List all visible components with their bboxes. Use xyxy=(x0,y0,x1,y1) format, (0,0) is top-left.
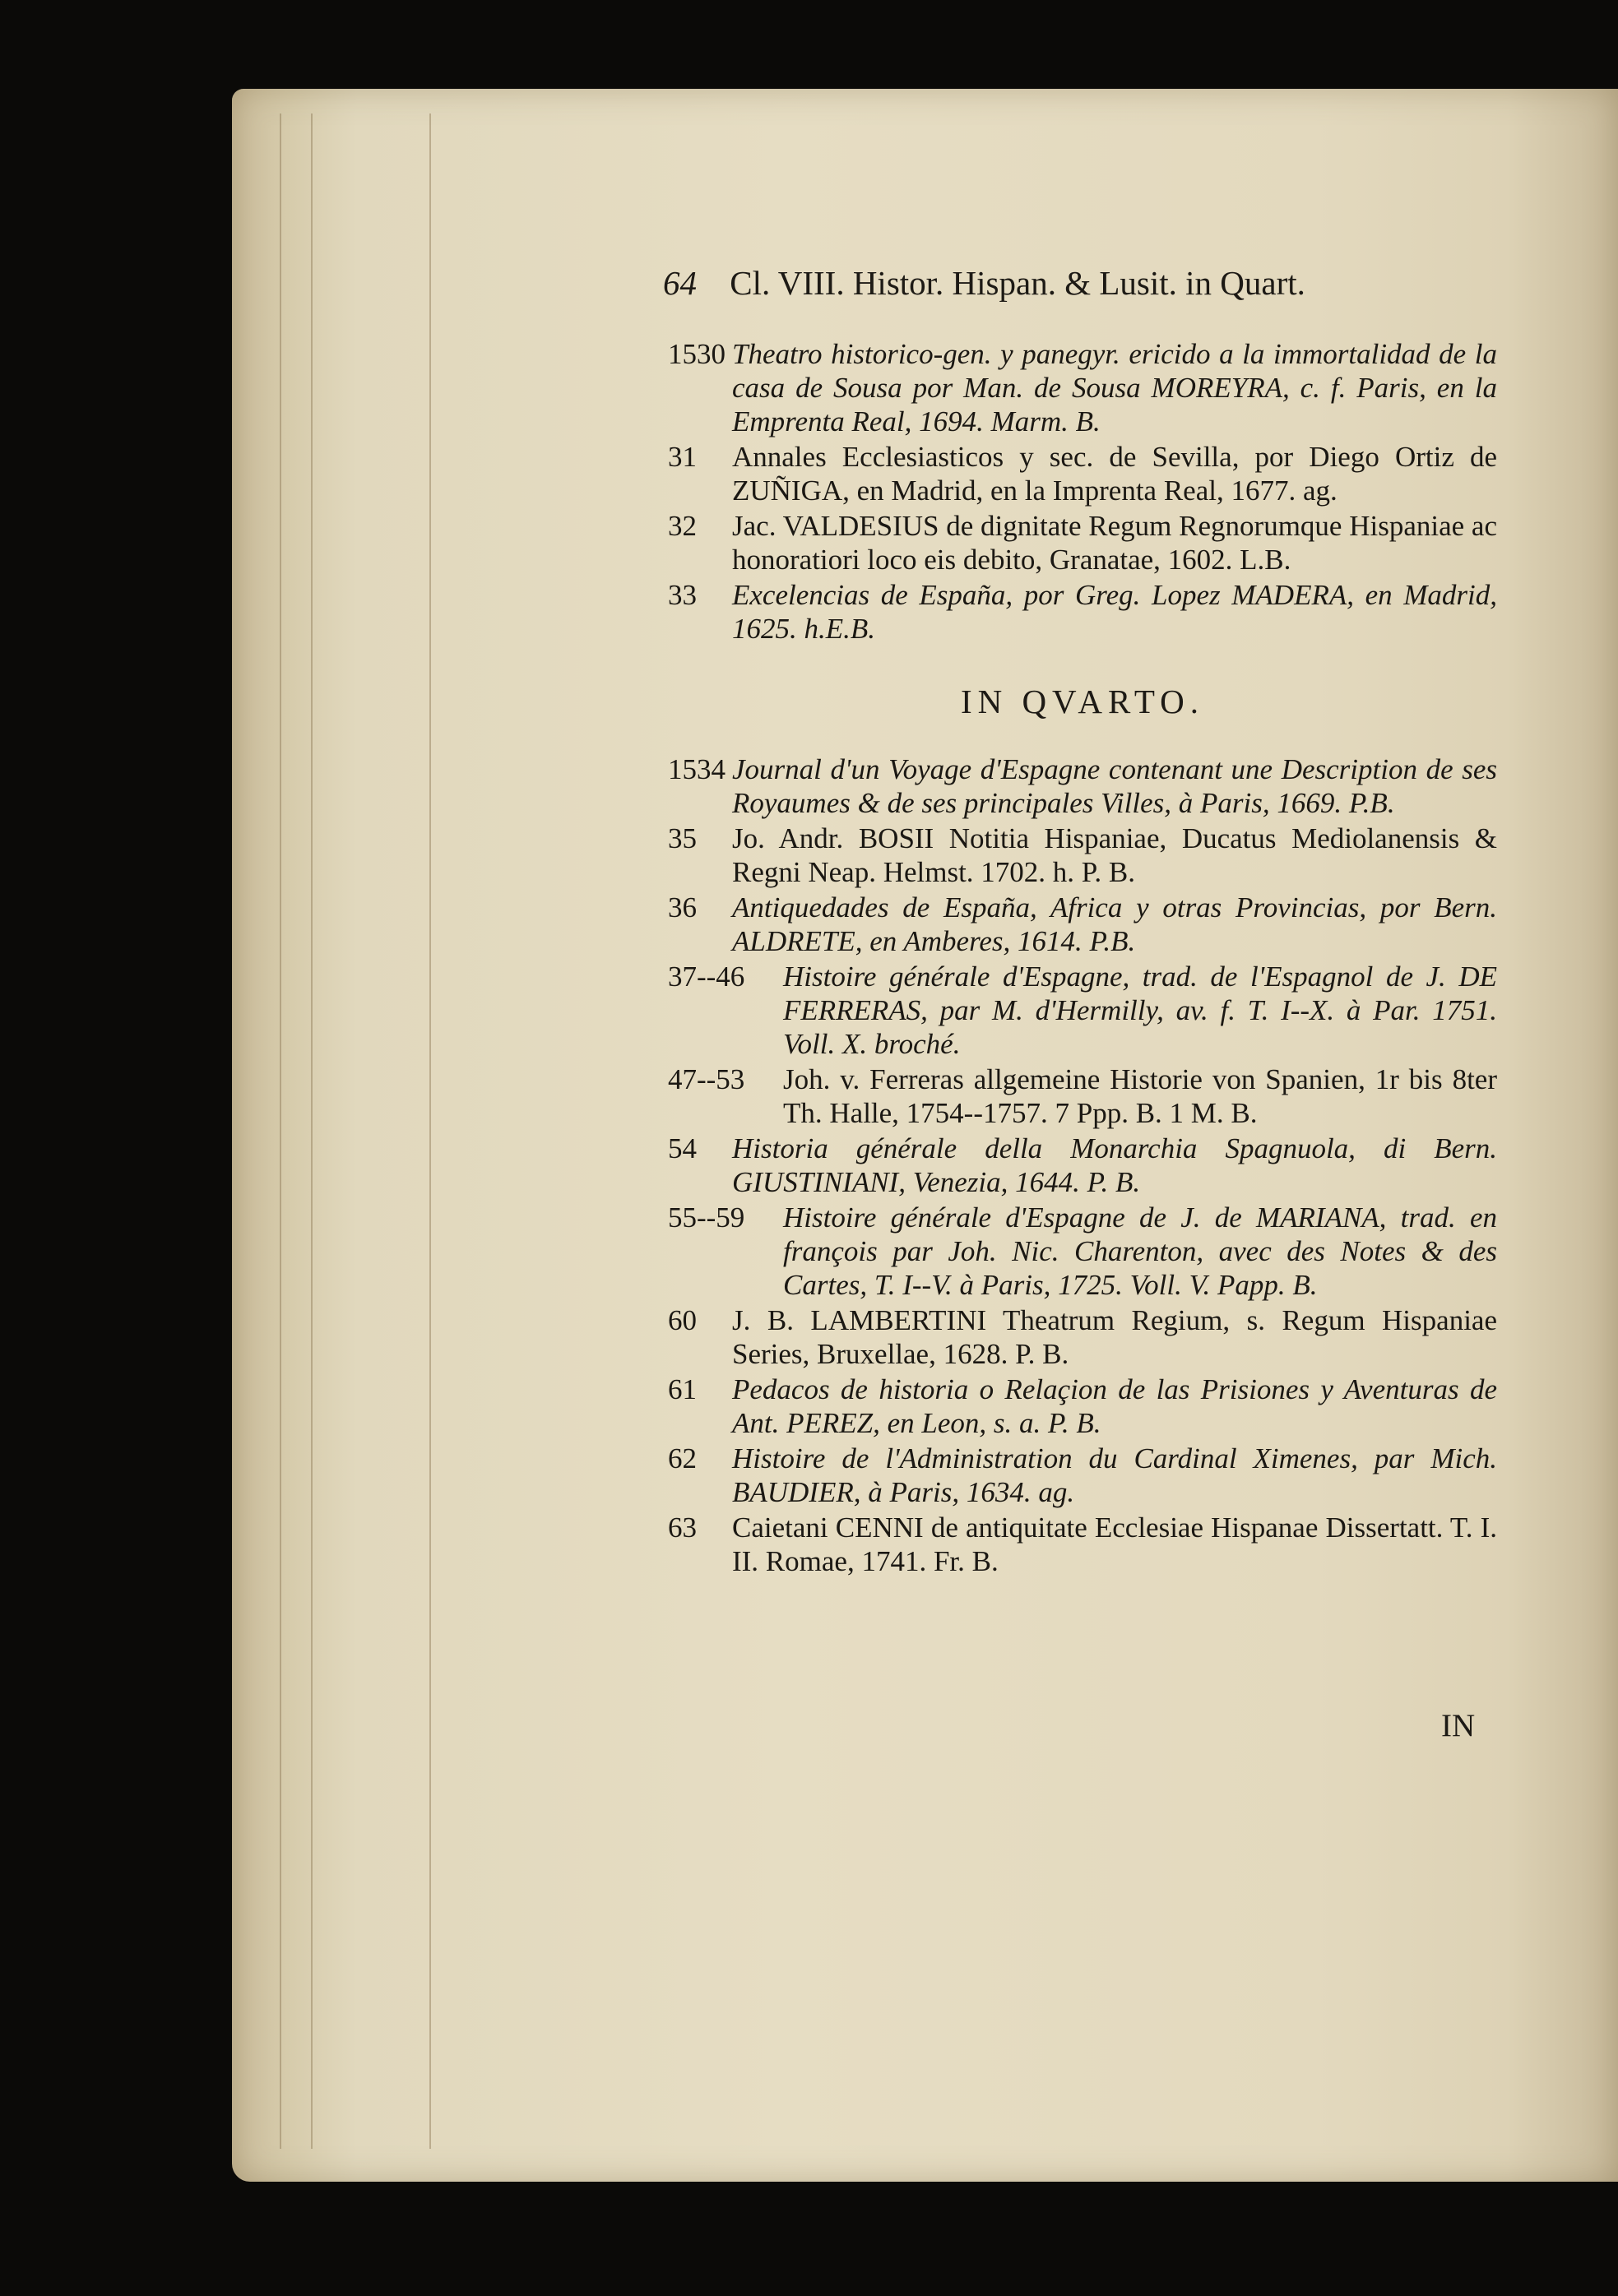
entry xyxy=(668,1442,1497,1509)
entry xyxy=(668,1373,1497,1440)
catalogue-entries xyxy=(668,337,1497,1580)
entry-text: Excelencias de España, por Greg. Lopez MADERA, en Madrid, 1625. h.E.B. xyxy=(732,579,1497,645)
entry-text: Historia générale della Monarchia Spagnuola, di Bern. GIUSTINIANI, Venezia, 1644. P. B. xyxy=(732,1132,1497,1198)
entry-number: 62 xyxy=(668,1442,697,1474)
page-number: 64 xyxy=(663,264,697,302)
entry-number: 31 xyxy=(668,441,697,473)
entry-text: Theatro historico-gen. y panegyr. ericido a la immortalidad de la casa de Sousa por Man. de Sousa MOREYRA, c. f. Paris, en la Emprenta Real, 1694. Marm. B. xyxy=(732,338,1497,437)
entry-text: Histoire générale d'Espagne, trad. de l'Espagnol de J. DE FERRERAS, par M. d'Hermilly, av. f. T. I--X. à Par. 1751. Voll. X. broché. xyxy=(783,961,1497,1060)
entry-number: 37--46 xyxy=(668,961,745,993)
entry-text: Histoire de l'Administration du Cardinal Ximenes, par Mich. BAUDIER, à Paris, 1634. ag. xyxy=(732,1442,1497,1508)
entry xyxy=(668,337,1497,438)
entry-number: 32 xyxy=(668,510,697,542)
entry-number: 1534 xyxy=(668,753,726,785)
entry-number: 55--59 xyxy=(668,1201,745,1234)
entry xyxy=(668,960,1497,1061)
entry xyxy=(668,1303,1497,1371)
entry xyxy=(668,1132,1497,1199)
entry-text: Antiquedades de España, Africa y otras Provincias, por Bern. ALDRETE, en Amberes, 1614. P.B. xyxy=(732,891,1497,957)
entry-number: 35 xyxy=(668,822,697,854)
entry-text: Journal d'un Voyage d'Espagne contenant une Description de ses Royaumes & de ses principales Villes, à Paris, 1669. P.B. xyxy=(732,753,1497,819)
entry-text: Caietani CENNI de antiquitate Ecclesiae Hispanae Dissertatt. T. I. II. Romae, 1741. Fr. B. xyxy=(732,1511,1497,1577)
running-head xyxy=(663,263,1305,303)
entry xyxy=(668,440,1497,507)
page-edge-line xyxy=(429,113,431,2149)
entry xyxy=(668,1062,1497,1130)
entry xyxy=(668,578,1497,646)
entry xyxy=(668,891,1497,958)
entry-text: Joh. v. Ferreras allgemeine Historie von Spanien, 1r bis 8ter Th. Halle, 1754--1757. 7 Ppp. B. 1 M. B. xyxy=(783,1063,1497,1129)
running-title: Cl. VIII. Histor. Hispan. & Lusit. in Quart. xyxy=(730,264,1305,302)
catchword: IN xyxy=(1441,1708,1476,1743)
page-edge-line xyxy=(280,113,281,2149)
entry xyxy=(668,1201,1497,1302)
section-heading: IN QVARTO. xyxy=(960,683,1205,720)
entry xyxy=(668,1511,1497,1578)
entry-text: Jac. VALDESIUS de dignitate Regum Regnorumque Hispaniae ac honoratiori loco eis debito, Granatae, 1602. L.B. xyxy=(732,510,1497,576)
entry-text: Annales Ecclesiasticos y sec. de Sevilla, por Diego Ortiz de ZUÑIGA, en Madrid, en la Imprenta Real, 1677. ag. xyxy=(732,441,1497,507)
entry-text: Histoire générale d'Espagne de J. de MARIANA, trad. en françois par Joh. Nic. Charenton, avec des Notes & des Cartes, T. I--V. à Paris, 1725. Voll. V. Papp. B. xyxy=(783,1201,1497,1301)
entry-text: Jo. Andr. BOSII Notitia Hispaniae, Ducatus Mediolanensis & Regni Neap. Helmst. 1702. h. P. B. xyxy=(732,822,1497,888)
entry xyxy=(668,509,1497,576)
entry-number: 33 xyxy=(668,579,697,611)
entry-number: 36 xyxy=(668,891,697,923)
page-edge-line xyxy=(311,113,313,2149)
entry-number: 1530 xyxy=(668,338,726,370)
entry-number: 63 xyxy=(668,1511,697,1544)
entry-number: 61 xyxy=(668,1373,697,1405)
entry-text: Pedacos de historia o Relaçion de las Prisiones y Aventuras de Ant. PEREZ, en Leon, s. a. P. B. xyxy=(732,1373,1497,1439)
entry-number: 60 xyxy=(668,1304,697,1336)
entry-text: J. B. LAMBERTINI Theatrum Regium, s. Regum Hispaniae Series, Bruxellae, 1628. P. B. xyxy=(732,1304,1497,1370)
entry-number: 47--53 xyxy=(668,1063,745,1095)
entry xyxy=(668,752,1497,820)
entry-number: 54 xyxy=(668,1132,697,1164)
entry xyxy=(668,822,1497,889)
